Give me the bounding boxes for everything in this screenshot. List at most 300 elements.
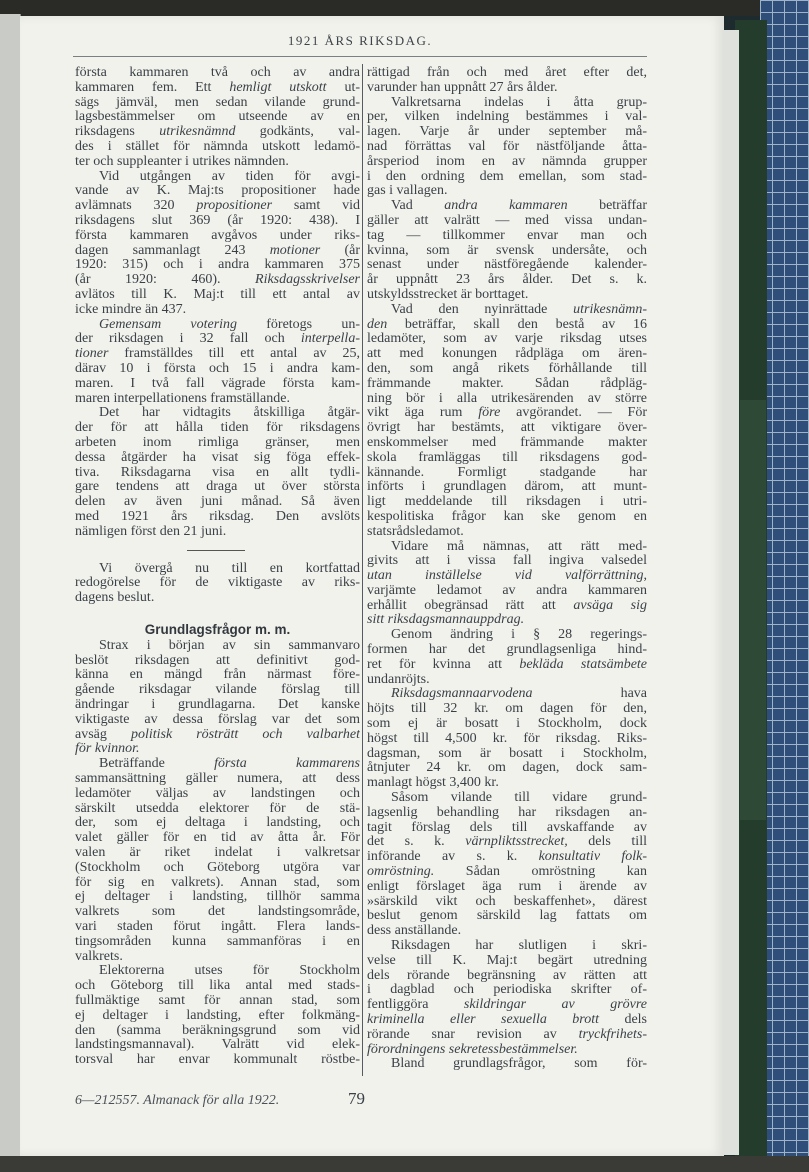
text-line <box>367 865 647 880</box>
text-line <box>367 806 647 821</box>
text-run: erhållit obegränsad rätt att <box>367 598 574 613</box>
header-rule <box>73 56 647 57</box>
text-run: i dagblad och periodiska skrifter of- <box>367 983 647 998</box>
text-run: Såsom vilande till vidare grund- <box>391 791 647 806</box>
paragraph <box>367 791 647 939</box>
text-line <box>367 495 647 510</box>
text-run: enligt förslaget äga rum i ärende av <box>367 879 647 894</box>
text-run: företogs un- <box>237 317 360 332</box>
paragraph <box>75 406 360 539</box>
text-line <box>75 591 360 606</box>
text-line <box>75 698 360 713</box>
italic-emphasis: värnpliktsstrecket, <box>465 835 568 850</box>
text-line <box>75 728 360 743</box>
text-run: det s. k. <box>367 835 466 850</box>
text-line <box>75 347 360 362</box>
text-run: övrigt har bestämts, att viktigare över- <box>367 421 647 436</box>
text-run: Valkretsarna indelas i åtta grup- <box>391 95 647 110</box>
text-run: den, som angå rikets förhållande till <box>367 361 647 376</box>
text-line <box>367 540 647 555</box>
text-run: ändringar i grundlagarna. Det kanske <box>75 698 360 713</box>
italic-emphasis: utrikesnämnd <box>159 125 236 140</box>
text-line <box>75 683 360 698</box>
text-line <box>367 229 647 244</box>
previous-page-edge <box>0 14 21 1164</box>
text-run: som ej är bosatt i Stockholm, dock <box>367 717 647 732</box>
text-run: der riksdagen i 32 fall och <box>75 332 301 347</box>
text-line <box>367 480 647 495</box>
italic-emphasis: skildringar av grövre <box>463 998 647 1013</box>
text-run: varjämte ledamot av andra kammaren <box>367 583 647 598</box>
text-run: särskilt utsedda elektorer för de stä- <box>75 801 360 816</box>
text-run: avgörandet. — För <box>500 406 647 421</box>
page-stack-edge <box>722 30 739 1155</box>
text-line <box>75 576 360 591</box>
text-run: formen har det grundlagsenliga hind- <box>367 643 647 658</box>
text-run: des i stället för nämnda utskott ledamö- <box>75 139 360 154</box>
text-line <box>75 140 360 155</box>
text-line <box>367 125 647 140</box>
text-run: maren interpellationens framställande. <box>75 391 290 406</box>
text-run: nämligen först den 21 juni. <box>75 524 227 539</box>
text-line <box>367 821 647 836</box>
text-run: tagit förslag dels till avskaffande av <box>367 820 647 835</box>
text-line <box>367 273 647 288</box>
text-run: dagen sammanlagt 243 <box>75 243 270 258</box>
italic-emphasis: avsäga sig <box>573 598 647 613</box>
running-header: 1921 ÅRS RIKSDAG. <box>287 33 433 48</box>
paragraph <box>75 562 360 606</box>
text-line <box>75 950 360 965</box>
text-run: ret för kvinna att <box>367 657 520 672</box>
text-line <box>75 562 360 577</box>
text-run: Vad <box>391 199 445 214</box>
text-run: samt vid <box>272 199 360 214</box>
text-line <box>367 81 647 96</box>
italic-emphasis: kriminella eller sexuella brott <box>367 1013 600 1027</box>
text-line <box>75 757 360 772</box>
text-run: Vi övergå nu till en kortfattad <box>99 561 360 576</box>
paragraph <box>75 757 360 964</box>
cutting-mat <box>760 0 809 1172</box>
text-line <box>367 288 647 303</box>
text-run: dagsman, som är bosatt i Stockholm, <box>367 746 647 761</box>
italic-emphasis: politisk rösträtt och valbarhet <box>130 727 360 742</box>
text-line <box>75 920 360 935</box>
text-line <box>367 436 647 451</box>
text-run: varunder han uppnått 27 års ålder. <box>367 80 558 95</box>
text-run: riksdagens <box>75 125 160 140</box>
text-run: införts i grundlagen därom, att munt- <box>367 480 647 495</box>
text-line <box>367 835 647 850</box>
text-line <box>367 510 647 525</box>
text-run: der för att hålla tiden för riksdagens <box>75 421 360 436</box>
paragraph <box>75 318 360 407</box>
paragraph <box>75 66 360 170</box>
text-line <box>75 890 360 905</box>
text-run: årsperiod inom en av nämnda grupper <box>367 154 647 169</box>
text-line <box>367 421 647 436</box>
text-line <box>367 466 647 481</box>
text-line <box>367 140 647 155</box>
text-run: beträffar, skall den bestå av 16 <box>387 317 647 332</box>
text-line <box>75 184 360 199</box>
text-run: Beträffande <box>99 757 215 772</box>
text-run: ligt meddelande till riksdagen i utri- <box>367 495 647 510</box>
text-run: redogörelse för de viktigaste av riks- <box>75 576 360 591</box>
text-run: ning bör i alla utrikesärenden av större <box>367 391 647 406</box>
italic-emphasis: bekläda statsämbete <box>519 657 647 672</box>
italic-emphasis: andra kammaren <box>444 199 568 214</box>
text-run: första kammaren två och av andra <box>75 66 360 80</box>
text-run: hava <box>532 687 647 702</box>
text-run: (Stockholm och Göteborg utgöra var <box>75 860 360 875</box>
text-line <box>367 1028 647 1043</box>
paragraph <box>367 540 647 629</box>
italic-emphasis: för kvinnor. <box>75 742 140 757</box>
text-line <box>75 303 360 318</box>
text-run: i den ordning dem emellan, som stad- <box>367 169 647 184</box>
text-run: tingsområden kunna sammanföras i en <box>75 934 360 949</box>
text-line <box>367 525 647 540</box>
italic-emphasis: hemligt utskott <box>229 80 327 95</box>
text-run: fullmäktige samt för annan stad, som <box>75 994 360 1009</box>
text-run: gas i vallagen. <box>367 184 448 199</box>
text-run: der, som ej deltaga i landsting, och <box>75 816 360 831</box>
text-run: Genom ändring i § 28 regerings- <box>391 628 647 643</box>
text-line <box>367 392 647 407</box>
text-run: maren. I två fall vägrade första kam- <box>75 376 360 391</box>
text-run: högst till 4,500 kr. för riksdag. Riks- <box>367 731 647 746</box>
text-line <box>75 170 360 185</box>
text-run: lagsbestämmelser om utseende av en <box>75 110 360 125</box>
text-line <box>75 288 360 303</box>
text-line <box>75 994 360 1009</box>
text-run: valkrets som det landstingsområde, <box>75 905 360 920</box>
text-line <box>367 584 647 599</box>
text-run: Sådan omröstning kan <box>434 865 647 880</box>
text-run: ut- <box>326 80 360 95</box>
text-run: tag — tillkommer envar man och <box>367 228 647 243</box>
text-line <box>367 939 647 954</box>
text-run: velse till K. Maj:t begärt utredning <box>367 953 647 968</box>
text-line <box>75 214 360 229</box>
italic-emphasis: första kammarens <box>214 757 360 772</box>
text-line <box>367 613 647 628</box>
text-run: dels <box>599 1013 647 1027</box>
paragraph <box>75 639 360 757</box>
text-line <box>75 935 360 950</box>
text-line <box>367 110 647 125</box>
text-line <box>75 406 360 421</box>
paragraph <box>75 964 360 1068</box>
text-line <box>367 362 647 377</box>
text-run: höjts till 32 kr. om dagen för den, <box>367 702 647 717</box>
text-line <box>75 876 360 891</box>
text-line <box>75 362 360 377</box>
italic-emphasis: sitt riksdagsmannauppdrag. <box>367 613 525 628</box>
text-line <box>367 184 647 199</box>
text-line <box>75 742 360 757</box>
text-line <box>367 1057 647 1072</box>
text-run: därav 10 i första och 15 i andra kam- <box>75 361 360 376</box>
text-run: beslut genom särskild lag fattats om <box>367 909 647 924</box>
text-run: åtnjuter 24 kr. om dagen, dock sam- <box>367 761 647 776</box>
text-line <box>75 816 360 831</box>
text-run: lagsenlig behandling har riksdagen an- <box>367 805 647 820</box>
italic-emphasis: motioner <box>269 243 321 258</box>
text-line <box>367 599 647 614</box>
text-line <box>367 628 647 643</box>
text-run: sammansättning gäller numera, att dess <box>75 772 360 787</box>
text-run: valen är riket indelat i valkretsar <box>75 846 360 861</box>
text-run: icke mindre än 437. <box>75 302 187 317</box>
text-run: Bland grundlagsfrågor, som för- <box>391 1057 647 1072</box>
text-run: att med konungen rådpläga om ären- <box>367 347 647 362</box>
text-line <box>367 155 647 170</box>
text-run: landstingsmannaval). Valrätt vid elek- <box>75 1038 360 1053</box>
text-line <box>367 170 647 185</box>
right-column <box>367 66 647 1072</box>
text-run: statsrådsledamot. <box>367 524 464 539</box>
text-line <box>367 924 647 939</box>
text-line <box>75 81 360 96</box>
text-run: »särskild vikt och beskaffenhet», därest <box>367 894 647 909</box>
text-run: och Göteborg till lika antal med stads- <box>75 979 360 994</box>
text-run: Riksdagen har slutligen i skri- <box>391 939 647 954</box>
paragraph <box>75 170 360 318</box>
text-line <box>367 673 647 688</box>
paragraph <box>367 628 647 687</box>
text-line <box>75 668 360 683</box>
text-run: ej deltager i landsting, efter folkmäng- <box>75 1008 360 1023</box>
text-run: ledamöter, som av varje riksdag utses <box>367 332 647 347</box>
text-run: kespolitiska frågor kan ske genom en <box>367 509 647 524</box>
text-run: gare tendens att draga ut över största <box>75 480 360 495</box>
text-run: år uppnått 23 års ålder. Det s. k. <box>367 273 647 288</box>
text-line <box>75 273 360 288</box>
section-heading: Grundlagsfrågor m. m. <box>144 621 291 637</box>
text-run: införande av s. k. <box>367 850 539 865</box>
column-divider <box>362 64 363 1076</box>
text-run: undanröjts. <box>367 672 430 687</box>
text-line <box>367 747 647 762</box>
text-line <box>367 717 647 732</box>
text-line <box>75 1024 360 1039</box>
text-line <box>367 451 647 466</box>
text-run: valkrets. <box>75 949 123 964</box>
text-line <box>367 569 647 584</box>
text-line <box>367 895 647 910</box>
text-line <box>367 658 647 673</box>
italic-emphasis: propositioner <box>196 199 273 214</box>
text-run: ej deltager i landsting, tillhör samma <box>75 890 360 905</box>
text-line <box>75 377 360 392</box>
text-run: senast under nästföregående kalender- <box>367 258 647 273</box>
text-run: avlämnats 320 <box>75 199 197 214</box>
text-line <box>367 347 647 362</box>
text-line <box>367 1043 647 1058</box>
section-rule <box>75 540 360 562</box>
text-run: kännande. Formligt stadgande har <box>367 465 647 480</box>
text-line <box>75 772 360 787</box>
text-run: riksdagens slut 369 (år 1920: 438). I <box>75 213 360 228</box>
text-run: nad förrättas val för nästföljande åtta- <box>367 139 647 154</box>
text-run: fentliggöra <box>367 998 464 1013</box>
text-run: vande av K. Maj:ts propositioner hade <box>75 184 360 199</box>
text-run: tiva. Riksdagarna visa en allt tydli- <box>75 465 360 480</box>
text-run: utskyldsstrecket är borttaget. <box>367 287 529 302</box>
text-run: (år <box>320 243 360 258</box>
italic-emphasis: utan inställelse vid valförrättning <box>367 569 644 584</box>
italic-emphasis: Riksdagsmannaarvodena <box>391 687 533 702</box>
text-run: Vidare må nämnas, att rätt med- <box>391 539 647 554</box>
text-run: med 1921 års riksdag. Den avslöts <box>75 509 360 524</box>
text-line <box>75 846 360 861</box>
text-line <box>367 732 647 747</box>
italic-emphasis: utrikesnämn- <box>573 302 647 317</box>
text-run: dessa åtgärder ha visat sig föga effek- <box>75 450 360 465</box>
book-cover-band <box>740 400 766 820</box>
text-line <box>75 229 360 244</box>
text-run: gäller att valrätt — med vissa undan- <box>367 213 647 228</box>
text-line <box>367 776 647 791</box>
paragraph <box>367 303 647 540</box>
text-line <box>75 525 360 540</box>
text-line <box>75 480 360 495</box>
text-run: kvinna, som är svensk undersåte, och <box>367 243 647 258</box>
text-run: dagens beslut. <box>75 591 155 606</box>
text-line <box>367 643 647 658</box>
text-run: enskommelser med främmande makter <box>367 435 647 450</box>
text-run: Vad den nyinrättade <box>391 302 574 317</box>
text-run: lagen. Varje år under september må- <box>367 125 647 140</box>
text-line <box>75 654 360 669</box>
text-line <box>367 791 647 806</box>
text-line <box>75 1009 360 1024</box>
text-line <box>75 244 360 259</box>
text-line <box>367 850 647 865</box>
text-line <box>367 303 647 318</box>
italic-emphasis: tioner <box>75 347 109 362</box>
text-run: godkänts, val- <box>235 125 360 140</box>
page-number: 79 <box>348 1089 365 1108</box>
italic-emphasis: Riksdagsskrivelser <box>255 273 360 288</box>
text-run: Elektorerna utses för Stockholm <box>99 964 360 979</box>
italic-emphasis: interpella- <box>300 332 360 347</box>
text-line <box>367 983 647 998</box>
text-run: avsäg <box>75 727 131 742</box>
text-line <box>367 66 647 81</box>
italic-emphasis: förordningens sekretessbestämmelser. <box>367 1042 578 1057</box>
italic-emphasis: den <box>367 317 388 332</box>
paragraph <box>367 687 647 791</box>
text-run: givits att i vissa fall ingiva valsedel <box>367 554 647 569</box>
paragraph <box>367 66 647 96</box>
text-line <box>75 905 360 920</box>
paragraph <box>367 96 647 200</box>
text-line <box>367 554 647 569</box>
text-run: dels till <box>567 835 647 850</box>
text-line <box>367 214 647 229</box>
italic-emphasis: Gemensam votering <box>99 317 238 332</box>
text-line <box>75 639 360 654</box>
text-line <box>75 466 360 481</box>
text-run: ledamöter väljas av landstingen och <box>75 786 360 801</box>
text-line <box>75 436 360 451</box>
text-line <box>367 258 647 273</box>
text-line <box>367 998 647 1013</box>
text-line <box>75 1053 360 1068</box>
text-run: ter och suppleanter i utrikes nämnden. <box>75 154 289 169</box>
text-line <box>367 377 647 392</box>
text-run: kammaren fem. Ett <box>75 80 230 95</box>
text-line <box>75 979 360 994</box>
text-run: den (samma beräkningsgrund som vid <box>75 1023 360 1038</box>
text-line <box>75 110 360 125</box>
text-line <box>367 687 647 702</box>
text-run: avlätos till K. Maj:t till ett antal av <box>75 287 360 302</box>
text-run: gående riksdagar vilande förslag till <box>75 683 360 698</box>
text-run: beslöt riksdagen att definitivt god- <box>75 653 360 668</box>
text-line <box>75 125 360 140</box>
text-line <box>367 909 647 924</box>
text-run: viktigaste av dessa förslag var det som <box>75 712 360 727</box>
text-run: arbeten inom rimliga gränser, men <box>75 435 360 450</box>
paragraph <box>367 199 647 303</box>
text-line <box>75 713 360 728</box>
left-column <box>75 66 360 1068</box>
paragraph <box>367 1057 647 1072</box>
text-run: första kammaren avgåvos under riks- <box>75 228 360 243</box>
background-top <box>0 0 809 16</box>
text-run: delen av även juni månad. Så även <box>75 495 360 510</box>
printer-signature: 6—212557. Almanack för alla 1922. <box>75 1093 280 1108</box>
text-line <box>367 969 647 984</box>
italic-emphasis: före <box>478 406 501 421</box>
text-line <box>75 510 360 525</box>
paragraph <box>367 939 647 1057</box>
text-line <box>75 861 360 876</box>
text-run: Vid utgången av tiden för avgi- <box>99 169 360 184</box>
text-run: dess anställande. <box>367 924 462 939</box>
text-line <box>367 954 647 969</box>
text-run: (år 1920: 460). <box>75 273 256 288</box>
text-line <box>367 702 647 717</box>
text-run: rörande snar revision av <box>367 1027 579 1042</box>
text-line <box>367 880 647 895</box>
text-run: Strax i början av sin sammanvaro <box>99 638 360 653</box>
text-run: främmande makter. Sådan rådpläg- <box>367 376 647 391</box>
text-line <box>75 421 360 436</box>
text-run: torsval har envar kommunalt röstbe- <box>75 1053 360 1068</box>
italic-emphasis: tryckfrihets- <box>578 1027 647 1042</box>
text-line <box>367 761 647 776</box>
text-run: valet gäller för en tid av åtta år. För <box>75 831 360 846</box>
text-line <box>75 96 360 111</box>
text-run: vikt äga rum <box>367 406 479 421</box>
text-run: skola framläggas till riksdagens god- <box>367 450 647 465</box>
text-line <box>367 244 647 259</box>
text-line <box>75 199 360 214</box>
text-run: , <box>643 569 647 584</box>
text-line <box>75 318 360 333</box>
text-run: vari staden förut ingått. Flera lands- <box>75 920 360 935</box>
text-run: dels rörande begränsning av rätten att <box>367 968 647 983</box>
text-run: manlagt högst 3,400 kr. <box>367 776 499 791</box>
text-line <box>367 406 647 421</box>
text-line <box>75 258 360 273</box>
